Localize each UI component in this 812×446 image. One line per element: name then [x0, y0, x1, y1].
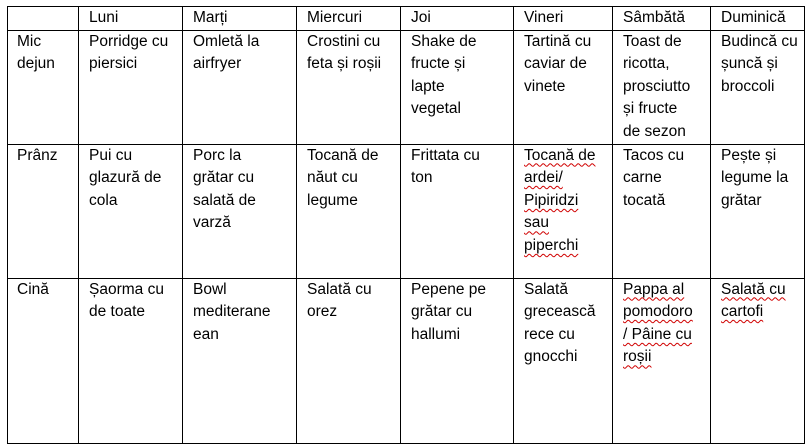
meal-cell: Crostini cu feta și roșii: [297, 30, 401, 144]
meal-header-breakfast: Mic dejun: [8, 30, 79, 144]
meal-cell-flagged: Pappa al pomodoro / Pâine cu roșii: [613, 278, 711, 443]
lunch-row: [8, 144, 805, 278]
dinner-row: [8, 278, 805, 443]
day-header-monday: Luni: [79, 7, 183, 31]
day-header-saturday: Sâmbătă: [613, 7, 711, 31]
meal-cell: Toast de ricotta, prosciutto și fructe de sezon: [613, 30, 711, 144]
corner-cell: [8, 7, 79, 31]
meal-header-dinner: Cină: [8, 278, 79, 443]
meal-cell: Frittata cu ton: [401, 144, 514, 278]
meal-cell: Bowl mediterane ean: [183, 278, 297, 443]
meal-cell: Pește și legume la grătar: [711, 144, 805, 278]
day-header-thursday: Joi: [401, 7, 514, 31]
meal-header-lunch: Prânz: [8, 144, 79, 278]
meal-cell: Pui cu glazură de cola: [79, 144, 183, 278]
day-header-wednesday: Miercuri: [297, 7, 401, 31]
meal-cell: Tacos cu carne tocată: [613, 144, 711, 278]
meal-cell: Salată cu orez: [297, 278, 401, 443]
breakfast-row: [8, 30, 805, 144]
meal-cell-flagged: Tocană de ardei/ Pipiridzi sau piperchi: [514, 144, 613, 278]
meal-cell: Omletă la airfryer: [183, 30, 297, 144]
day-header-friday: Vineri: [514, 7, 613, 31]
meal-cell: Porridge cu piersici: [79, 30, 183, 144]
meal-cell-flagged: Salată cu cartofi: [711, 278, 805, 443]
meal-plan-table: [7, 6, 805, 444]
day-header-tuesday: Marți: [183, 7, 297, 31]
meal-cell: Pepene pe grătar cu hallumi: [401, 278, 514, 443]
meal-cell: Tartină cu caviar de vinete: [514, 30, 613, 144]
header-row: [8, 7, 805, 31]
day-header-sunday: Duminică: [711, 7, 805, 31]
meal-cell: Shake de fructe și lapte vegetal: [401, 30, 514, 144]
meal-cell: Tocană de năut cu legume: [297, 144, 401, 278]
meal-cell: Șaorma cu de toate: [79, 278, 183, 443]
meal-cell: Budincă cu șuncă și broccoli: [711, 30, 805, 144]
meal-cell: Porc la grătar cu salată de varză: [183, 144, 297, 278]
meal-cell: Salată grecească rece cu gnocchi: [514, 278, 613, 443]
